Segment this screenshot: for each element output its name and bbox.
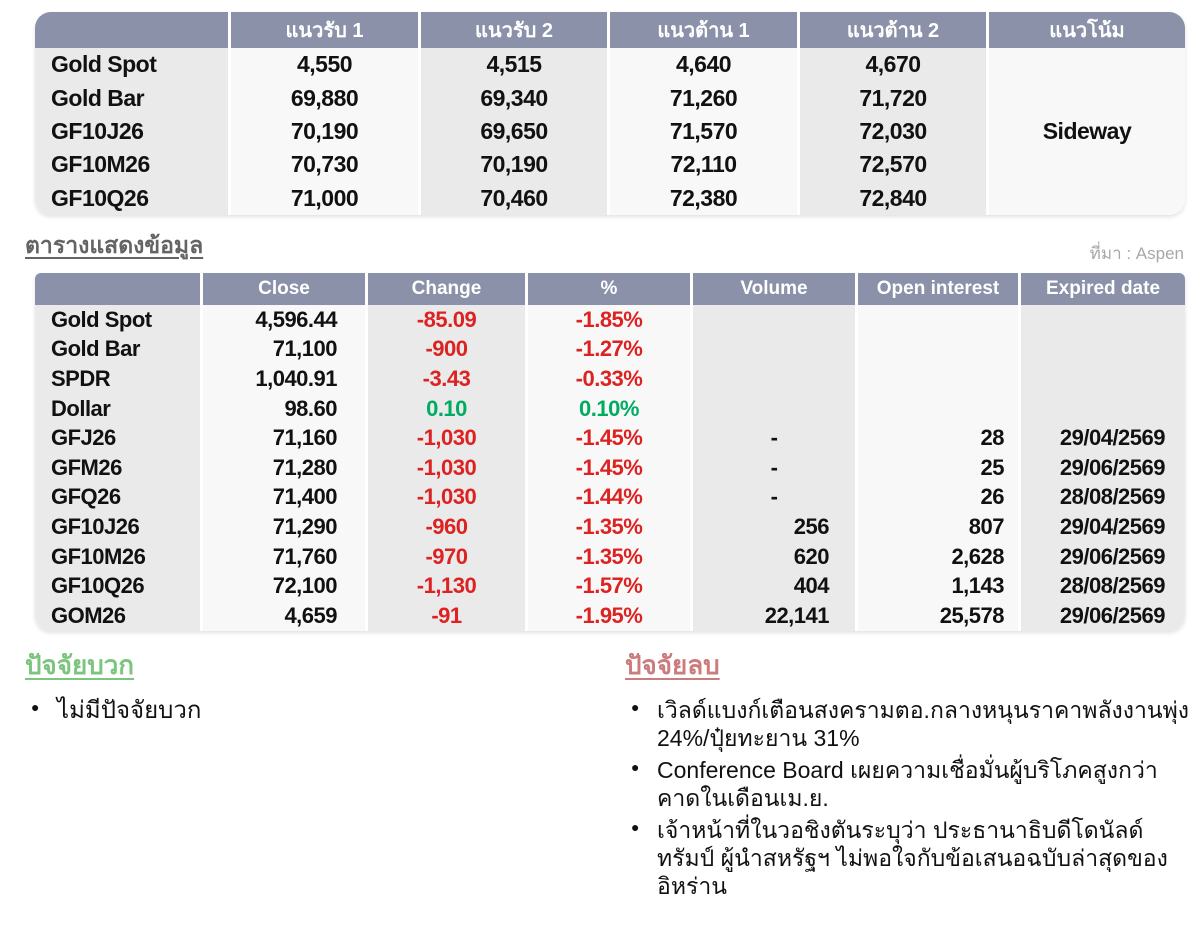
cell-expired-date [1018,305,1185,335]
cell-open-interest [855,305,1018,335]
row-label: GFQ26 [35,483,200,513]
cell-percent: 0.10% [525,394,690,424]
cell-close: 71,160 [200,423,365,453]
cell-volume: - [690,423,855,453]
column-header: % [525,273,690,305]
row-label: GF10J26 [35,512,200,542]
row-label: Dollar [35,394,200,424]
cell-open-interest: 25 [855,453,1018,483]
cell-volume: 22,141 [690,601,855,631]
trend-cell: Sideway [986,48,1185,215]
column-header: แนวต้าน 1 [607,12,797,48]
cell-percent: -1.35% [525,542,690,572]
cell-change: -85.09 [365,305,525,335]
cell-close: 4,596.44 [200,305,365,335]
factor-item [625,816,1190,900]
row-label: GF10J26 [35,115,228,148]
cell-expired-date [1018,364,1185,394]
level-cell: 72,110 [607,148,797,181]
cell-close: 71,100 [200,335,365,365]
cell-change: -970 [365,542,525,572]
cell-change: -900 [365,335,525,365]
factor-text: เวิลด์แบงก์เตือนสงครามตอ.กลางหนุนราคาพลังงานพุ่ง 24%/ปุ๋ยทะยาน 31% [657,697,1190,752]
row-label: GF10Q26 [35,571,200,601]
cell-percent: -1.95% [525,601,690,631]
level-cell: 4,670 [797,48,986,81]
cell-percent: -1.45% [525,453,690,483]
cell-expired-date [1018,335,1185,365]
row-label: GF10M26 [35,542,200,572]
support-resistance-table [35,12,1185,215]
level-cell: 71,260 [607,81,797,114]
cell-open-interest: 28 [855,423,1018,453]
cell-change: -1,030 [365,483,525,513]
column-header [35,273,200,305]
cell-close: 4,659 [200,601,365,631]
row-label: GOM26 [35,601,200,631]
positive-factors-title: ปัจจัยบวก [25,650,135,680]
cell-open-interest: 26 [855,483,1018,513]
level-cell: 4,640 [607,48,797,81]
cell-volume [690,305,855,335]
source-note: ที่มา : Aspen [1089,244,1184,263]
level-cell: 72,570 [797,148,986,181]
row-label: GFM26 [35,453,200,483]
cell-close: 71,400 [200,483,365,513]
market-data-table [35,273,1185,631]
row-label: Gold Spot [35,305,200,335]
negative-factors-section [625,645,1190,904]
column-header: แนวรับ 2 [418,12,607,48]
cell-open-interest [855,364,1018,394]
cell-change: -91 [365,601,525,631]
cell-open-interest: 2,628 [855,542,1018,572]
cell-volume [690,394,855,424]
column-header: Open interest [855,273,1018,305]
cell-open-interest: 807 [855,512,1018,542]
cell-expired-date: 29/06/2569 [1018,453,1185,483]
cell-open-interest [855,394,1018,424]
row-label: GF10Q26 [35,182,228,215]
cell-percent: -1.27% [525,335,690,365]
cell-volume: 256 [690,512,855,542]
cell-volume [690,335,855,365]
row-label: SPDR [35,364,200,394]
column-header: Change [365,273,525,305]
column-header: แนวรับ 1 [228,12,418,48]
column-header: Volume [690,273,855,305]
bullet-icon: ● [631,699,640,715]
row-label: GFJ26 [35,423,200,453]
cell-change: -960 [365,512,525,542]
cell-volume: 620 [690,542,855,572]
level-cell: 71,000 [228,182,418,215]
cell-open-interest: 25,578 [855,601,1018,631]
cell-expired-date: 29/06/2569 [1018,601,1185,631]
level-cell: 69,880 [228,81,418,114]
factor-item [625,756,1190,812]
cell-close: 71,290 [200,512,365,542]
cell-volume [690,364,855,394]
positive-factors-section [25,645,585,729]
cell-percent: -1.45% [525,423,690,453]
level-cell: 70,190 [228,115,418,148]
cell-close: 72,100 [200,571,365,601]
cell-volume: - [690,453,855,483]
factor-text: ไม่มีปัจจัยบวก [57,697,202,724]
factor-text: เจ้าหน้าที่ในวอชิงตันระบุว่า ประธานาธิบดีโดนัลด์ ทรัมป์ ผู้นำสหรัฐฯ ไม่พอใจกับข้อเสนอฉบับล่าสุดของอิหร่าน [657,817,1168,900]
cell-volume: 404 [690,571,855,601]
cell-expired-date: 29/06/2569 [1018,542,1185,572]
level-cell: 70,730 [228,148,418,181]
level-cell: 4,550 [228,48,418,81]
positive-factors-list [25,696,585,725]
column-header [35,12,228,48]
factor-text: Conference Board เผยความเชื่อมั่นผู้บริโภคสูงกว่าคาดในเดือนเม.ย. [657,757,1158,812]
row-label: Gold Bar [35,81,228,114]
column-header: Close [200,273,365,305]
level-cell: 69,650 [418,115,607,148]
cell-change: -1,030 [365,423,525,453]
cell-close: 71,760 [200,542,365,572]
level-cell: 71,720 [797,81,986,114]
cell-close: 98.60 [200,394,365,424]
level-cell: 70,190 [418,148,607,181]
cell-percent: -1.35% [525,512,690,542]
level-cell: 4,515 [418,48,607,81]
cell-percent: -1.57% [525,571,690,601]
column-header: แนวต้าน 2 [797,12,986,48]
factor-item [25,696,585,725]
row-label: Gold Bar [35,335,200,365]
level-cell: 72,840 [797,182,986,215]
level-cell: 71,570 [607,115,797,148]
cell-percent: -1.44% [525,483,690,513]
cell-expired-date: 29/04/2569 [1018,423,1185,453]
cell-change: -3.43 [365,364,525,394]
data-table-title: ตารางแสดงข้อมูล [25,232,204,258]
cell-change: -1,130 [365,571,525,601]
cell-close: 71,280 [200,453,365,483]
column-header: Expired date [1018,273,1185,305]
level-cell: 72,030 [797,115,986,148]
negative-factors-title: ปัจจัยลบ [625,650,720,680]
cell-change: 0.10 [365,394,525,424]
level-cell: 72,380 [607,182,797,215]
level-cell: 70,460 [418,182,607,215]
bullet-icon: ● [631,759,640,776]
negative-factors-list [625,696,1190,900]
cell-open-interest: 1,143 [855,571,1018,601]
cell-volume: - [690,483,855,513]
cell-open-interest [855,335,1018,365]
cell-expired-date [1018,394,1185,424]
row-label: GF10M26 [35,148,228,181]
column-header: แนวโน้ม [986,12,1185,48]
cell-expired-date: 29/04/2569 [1018,512,1185,542]
cell-expired-date: 28/08/2569 [1018,483,1185,513]
cell-percent: -1.85% [525,305,690,335]
bullet-icon: ● [631,819,640,836]
cell-percent: -0.33% [525,364,690,394]
bullet-icon: ● [31,699,40,715]
cell-expired-date: 28/08/2569 [1018,571,1185,601]
cell-close: 1,040.91 [200,364,365,394]
row-label: Gold Spot [35,48,228,81]
cell-change: -1,030 [365,453,525,483]
level-cell: 69,340 [418,81,607,114]
factor-item [625,696,1190,752]
